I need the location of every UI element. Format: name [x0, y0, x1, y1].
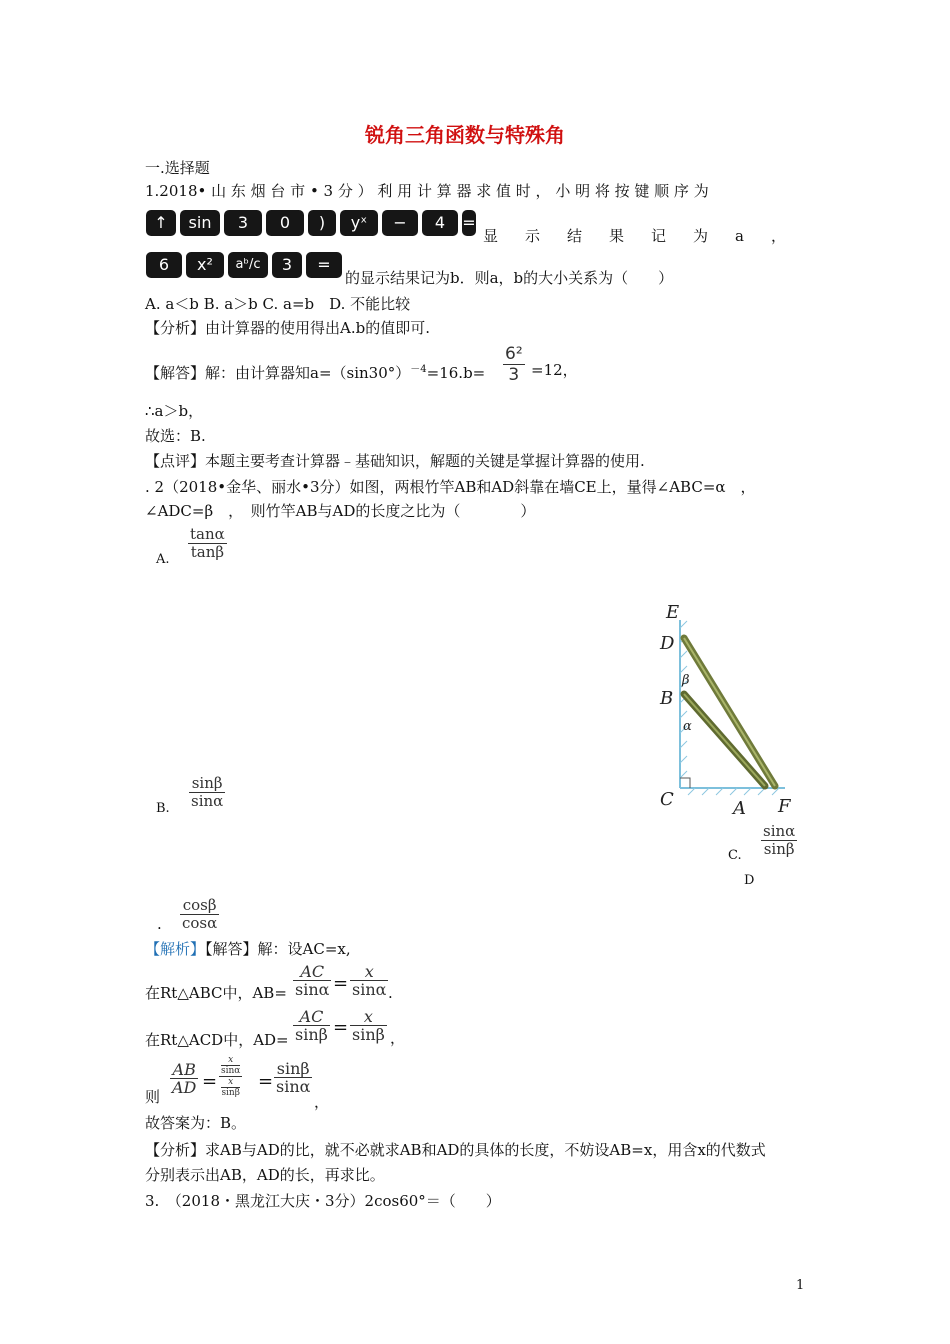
q2-sol-l3-f1-den: AD	[172, 1078, 197, 1097]
calc-key-minus: −	[382, 210, 418, 236]
q2-sol-l1-f1-den: sinα	[295, 980, 330, 999]
label-b: B	[660, 688, 674, 709]
q1-answer-fraction-num: 6²	[505, 344, 523, 364]
q2-solution-line3-eq1: =	[202, 1071, 218, 1092]
q2-option-d-prefix: .	[157, 915, 162, 933]
q2-sol-l1-f2-num: x	[350, 963, 388, 981]
label-d-point: D	[660, 633, 675, 654]
q1-after-row1: 显 示 结 果 记 为 a ，	[483, 227, 792, 245]
calculator-keys-row2	[146, 252, 342, 278]
q2-sol-l2-f1-num: AC	[293, 1008, 330, 1026]
calc-key-square: x²	[186, 252, 224, 278]
q2-solution-line3-end: ，	[314, 1093, 330, 1111]
q2-solution-head	[145, 939, 351, 959]
q2-solution-line3-eq2: =	[258, 1071, 274, 1092]
q2-sol-l3-top-num: x	[221, 1055, 240, 1066]
calc-key-3b: 3	[272, 252, 302, 278]
q2-option-d-den: cosα	[182, 914, 218, 932]
calc-key-fraction: aᵇ/c	[228, 252, 268, 278]
q2-analysis-line2: 分别表示出AB，AD的长，再求比。	[145, 1166, 385, 1184]
q2-option-d-fraction	[180, 897, 219, 932]
q1-answer-mid: =16.b=	[426, 364, 486, 382]
q2-solution-line3-prefix: 则	[145, 1088, 161, 1106]
q2-sol-l1-f2-den: sinα	[352, 980, 387, 999]
q2-sol-l3-top-den: sinα	[221, 1066, 241, 1076]
q3-line1: 3. （2018・黑龙江大庆・3分）2cos60°＝（ ）	[145, 1192, 501, 1210]
q2-sol-l3-complex-bottom	[219, 1077, 242, 1098]
q2-analysis-line1: 【分析】求AB与AD的比，就不必就求AB和AD的具体的长度，不妨设AB=x，用含x的代数式	[145, 1141, 766, 1159]
q2-solution-line2-frac1	[293, 1008, 330, 1043]
q2-option-a-fraction	[188, 526, 227, 561]
q2-solution-line1-prefix: 在Rt△ABC中，AB=	[145, 984, 287, 1002]
q2-option-c-label: C.	[728, 848, 742, 863]
q2-sol-l3-f3-den: sinα	[276, 1077, 311, 1096]
calc-key-sin: sin	[180, 210, 220, 236]
q2-sol-l3-f1-num: AB	[170, 1061, 198, 1079]
label-alpha: α	[683, 719, 692, 734]
q2-option-a-label: A.	[156, 552, 170, 567]
q2-solution-tag: 【解析】	[145, 940, 206, 958]
calc-key-equals-2: =	[306, 252, 342, 278]
q1-options: A. a＜b B. a＞b C. a=b D. 不能比较	[145, 295, 411, 313]
q1-analysis: 【分析】由计算器的使用得出A.b的值即可.	[145, 319, 430, 337]
q2-solution-line2-frac2	[350, 1008, 387, 1043]
q1-answer-fraction-den: 3	[508, 365, 520, 385]
q2-sol-l2-f2-den: sinβ	[352, 1025, 385, 1044]
q2-solution-line1-eq: =	[333, 973, 349, 994]
calculator-keys-row1	[146, 210, 476, 236]
q1-answer	[145, 360, 485, 383]
label-e: E	[666, 602, 680, 623]
q2-sol-l3-complex-top	[219, 1055, 242, 1077]
label-f: F	[778, 796, 791, 817]
q2-sol-l2-f2-num: x	[350, 1008, 387, 1026]
q2-solution-line1-end: .	[388, 984, 393, 1002]
calc-key-close-paren: )	[308, 210, 336, 236]
q2-sol-l3-f3-num: sinβ	[274, 1060, 312, 1078]
q1-answer-fraction	[503, 344, 525, 385]
calc-key-4: 4	[422, 210, 458, 236]
q2-line1: . 2（2018•金华、丽水•3分）如图，两根竹竿AB和AD斜靠在墙CE上，量得∠ABC=α ，	[145, 478, 756, 496]
q2-solution-line2-eq: =	[333, 1017, 349, 1038]
q2-option-b-fraction	[189, 775, 225, 810]
q2-solution-line3-frac1	[170, 1061, 198, 1096]
q2-option-d-label: D	[744, 873, 755, 888]
calc-key-power: yˣ	[340, 210, 378, 236]
q2-option-a-num: tanα	[190, 525, 225, 543]
q2-sol-l2-f1-den: sinβ	[295, 1025, 328, 1044]
page-number: 1	[796, 1278, 805, 1293]
calc-key-shift: ↑	[146, 210, 176, 236]
q2-sol-l3-bot-den: sinβ	[221, 1088, 240, 1098]
q1-choose: 故选：B.	[145, 427, 206, 445]
q1-answer-prefix: 【解答】解：由计算器知a=（sin30°）	[145, 364, 411, 382]
q2-solution-line1-frac1	[293, 963, 331, 998]
calc-key-6: 6	[146, 252, 182, 278]
bamboo-figure	[650, 598, 810, 820]
q2-solution-line3-complex	[219, 1055, 242, 1098]
right-angle-mark	[680, 778, 690, 788]
q1-therefore: ∴a＞b，	[145, 402, 204, 420]
q2-option-d-num: cosβ	[180, 897, 219, 915]
label-c: C	[660, 789, 674, 810]
q2-option-b-num: sinβ	[189, 775, 225, 793]
q1-answer-suffix: =12，	[531, 361, 578, 379]
q2-line2: ∠ADC=β ， 则竹竿AB与AD的长度之比为（ ）	[145, 502, 536, 520]
q2-solution-answer: 故答案为：B。	[145, 1114, 247, 1132]
label-a: A	[733, 798, 746, 819]
q2-sol-l1-f1-num: AC	[293, 963, 331, 981]
q2-sol-l3-bot-num: x	[221, 1077, 240, 1088]
q2-option-b-label: B.	[156, 801, 170, 816]
q2-solution-line2-prefix: 在Rt△ACD中，AD=	[145, 1031, 289, 1049]
q2-solution-line2-end: ，	[390, 1029, 406, 1047]
q2-option-b-den: sinα	[191, 792, 224, 810]
q2-solution-head-text: 【解答】解：设AC=x,	[205, 940, 351, 958]
calc-key-3: 3	[224, 210, 262, 236]
q1-answer-exponent: －4	[410, 364, 427, 375]
q2-solution-line1-frac2	[350, 963, 388, 998]
q2-solution-line3-frac3	[274, 1060, 312, 1095]
page-title: 锐角三角函数与特殊角	[365, 123, 565, 147]
calc-key-equals: =	[462, 210, 476, 236]
q2-option-c-den: sinβ	[763, 840, 795, 858]
q1-after-row2: 的显示结果记为b．则a，b的大小关系为（ ）	[345, 269, 674, 287]
q2-option-c-fraction	[761, 823, 797, 858]
q1-comment: 【点评】本题主要考查计算器﹣基础知识，解题的关键是掌握计算器的使用.	[145, 452, 645, 470]
calc-key-0: 0	[266, 210, 304, 236]
q2-option-c-num: sinα	[763, 822, 796, 840]
section-heading: 一.选择题	[145, 159, 210, 177]
q1-line1: 1.2018• 山 东 烟 台 市 • 3 分 ） 利 用 计 算 器 求 值 时 ， 小 明 将 按 键 顺 序 为	[145, 182, 709, 200]
q2-option-a-den: tanβ	[190, 543, 225, 561]
label-beta: β	[682, 673, 690, 688]
